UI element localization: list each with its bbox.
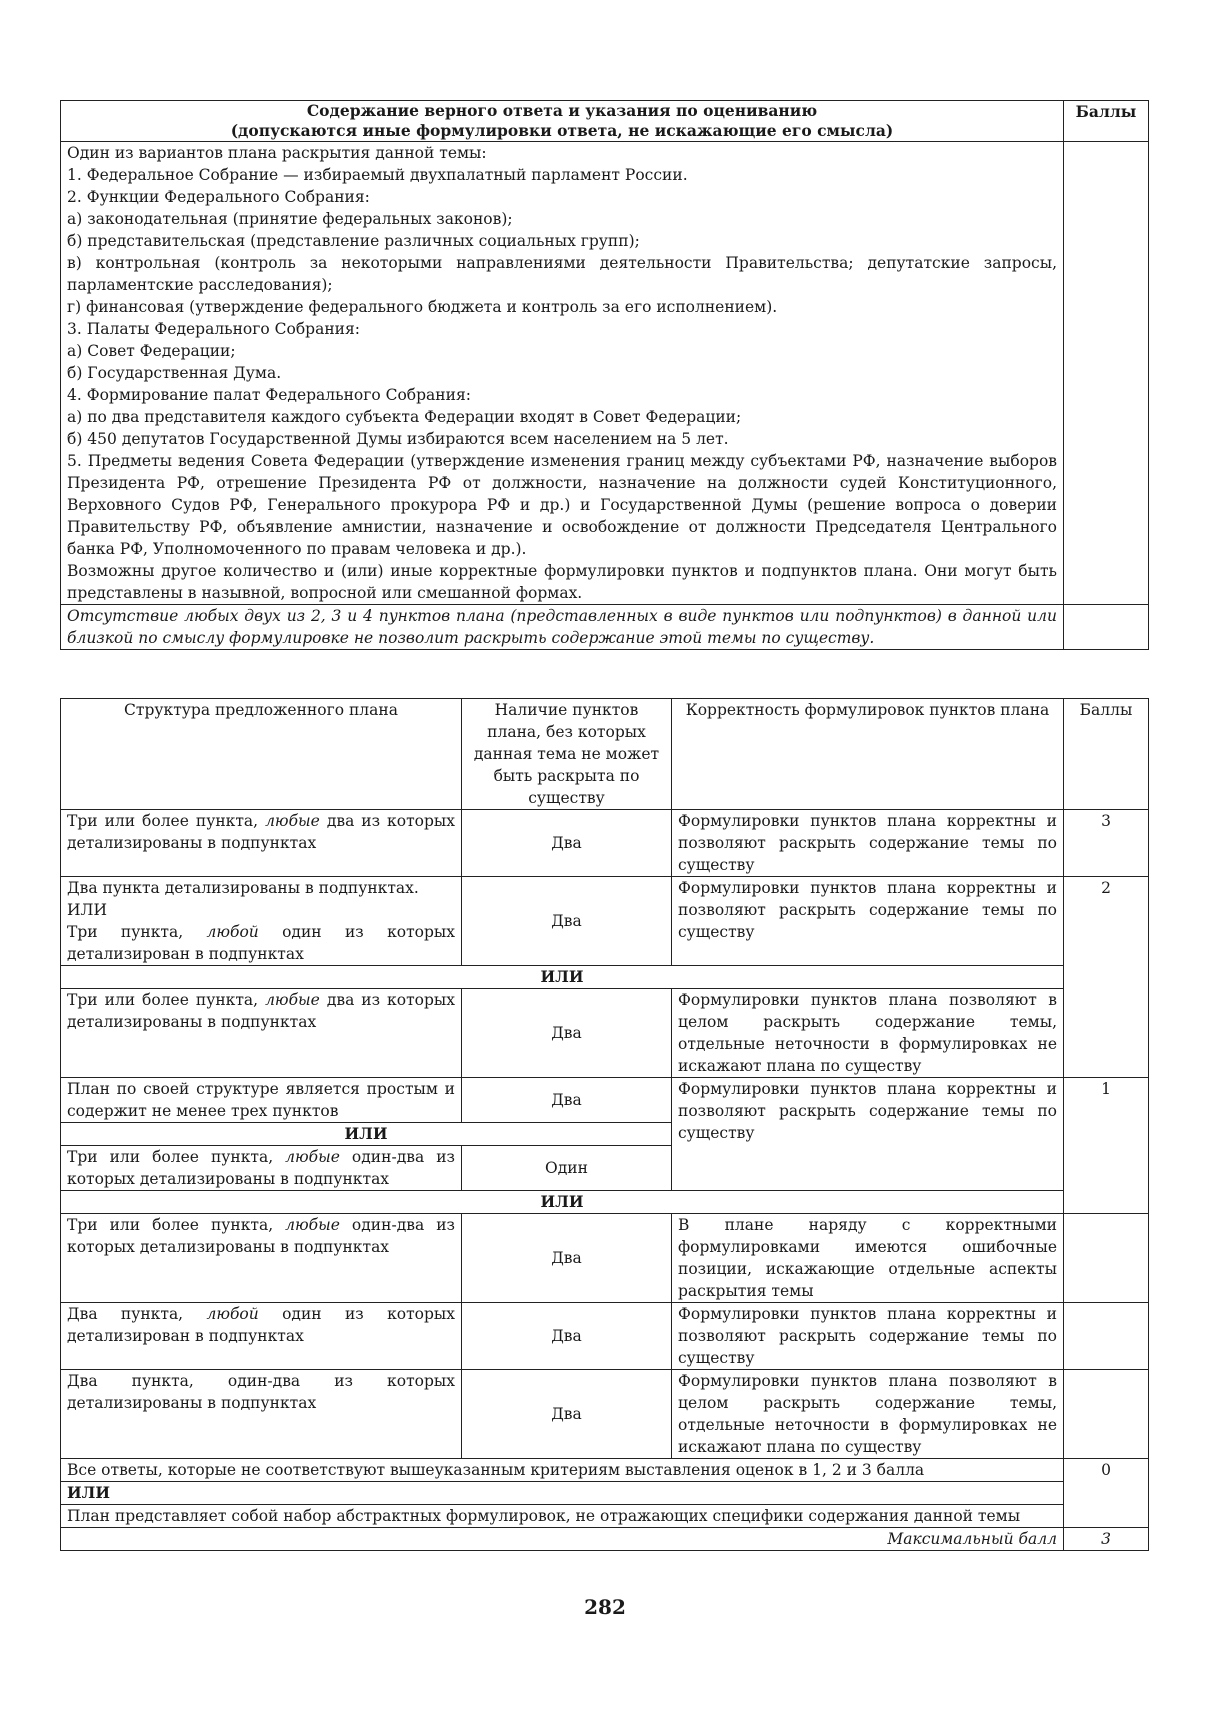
criteria-points: Два xyxy=(462,1370,672,1459)
criteria-structure: Три или более пункта, любые два из которых детализированы в подпунктах xyxy=(61,810,462,877)
answer-line: а) по два представителя каждого субъекта Федерации входят в Совет Федерации; xyxy=(67,408,742,426)
answer-line: б) Государственная Дума. xyxy=(67,364,282,382)
answer-line: 2. Функции Федерального Собрания: xyxy=(67,188,370,206)
answer-line: б) представительская (представление различных социальных групп); xyxy=(67,232,640,250)
score-cell-empty xyxy=(1064,605,1149,650)
answer-line: 5. Предметы ведения Совета Федерации (утверждение изменения границ между субъектами РФ, назначение выборов Президента РФ, отрешение Президента РФ от должности, назначение на должности судей Конституционного, Верховного Судов РФ, Генерального прокурора РФ и др.) и Государственной Думы (решение вопроса о доверии Правительству РФ, объявление амнистии, назначение и освобождение от должности Председателя Центрального банка РФ, Уполномоченного по правам человека и др.). xyxy=(67,452,1057,558)
criteria-score-empty xyxy=(1064,1303,1149,1370)
criteria-score-empty xyxy=(1064,1214,1149,1303)
criteria-structure: Три или более пункта, любые один-два из которых детализированы в подпунктах xyxy=(61,1146,462,1191)
answer-body xyxy=(61,142,1064,605)
criteria-points: Два xyxy=(462,810,672,877)
criteria-structure: Три или более пункта, любые два из которых детализированы в подпунктах xyxy=(61,989,462,1078)
or-separator: ИЛИ xyxy=(61,1191,1064,1214)
answer-note: Отсутствие любых двух из 2, 3 и 4 пунктов плана (представленных в виде пунктов или подпунктов) в данной или близкой по смыслу формулировке не позволит раскрыть содержание этой темы по существу. xyxy=(61,605,1064,650)
or-separator: ИЛИ xyxy=(61,1482,1064,1505)
criteria-score: 1 xyxy=(1064,1078,1149,1214)
criteria-correctness: Формулировки пунктов плана корректны и позволяют раскрыть содержание темы по существу xyxy=(672,1078,1064,1191)
max-score-label: Максимальный балл xyxy=(61,1528,1064,1551)
criteria-correctness: Формулировки пунктов плана корректны и позволяют раскрыть содержание темы по существу xyxy=(672,877,1064,966)
criteria-score: 0 xyxy=(1064,1459,1149,1528)
criteria-zero-text: План представляет собой набор абстрактных формулировок, не отражающих специфики содержания данной темы xyxy=(61,1505,1064,1528)
answer-header xyxy=(61,101,1064,142)
or-separator: ИЛИ xyxy=(61,966,1064,989)
answer-line: 4. Формирование палат Федерального Собрания: xyxy=(67,386,471,404)
header-points: Наличие пунктов плана, без которых данная тема не может быть раскрыта по существу xyxy=(462,699,672,810)
criteria-structure: План по своей структуре является простым и содержит не менее трех пунктов xyxy=(61,1078,462,1123)
criteria-correctness: Формулировки пунктов плана корректны и позволяют раскрыть содержание темы по существу xyxy=(672,1303,1064,1370)
or-separator: ИЛИ xyxy=(61,1123,672,1146)
score-cell-empty xyxy=(1064,142,1149,605)
criteria-points: Два xyxy=(462,1303,672,1370)
header-correctness: Корректность формулировок пунктов плана xyxy=(672,699,1064,810)
answer-line: в) контрольная (контроль за некоторыми направлениями деятельности Правительства; депутатские запросы, парламентские расследования); xyxy=(67,254,1057,294)
criteria-points: Два xyxy=(462,1078,672,1123)
answer-line: 1. Федеральное Собрание — избираемый двухпалатный парламент России. xyxy=(67,166,688,184)
answer-line: б) 450 депутатов Государственной Думы избираются всем населением на 5 лет. xyxy=(67,430,729,448)
header-structure: Структура предложенного плана xyxy=(61,699,462,810)
criteria-score: 2 xyxy=(1064,877,1149,1078)
criteria-table xyxy=(60,698,1149,1551)
criteria-structure: Два пункта, один-два из которых детализированы в подпунктах xyxy=(61,1370,462,1459)
criteria-points: Два xyxy=(462,1214,672,1303)
criteria-points: Два xyxy=(462,877,672,966)
answer-line: а) Совет Федерации; xyxy=(67,342,236,360)
criteria-zero-text: Все ответы, которые не соответствуют вышеуказанным критериям выставления оценок в 1, 2 и 3 балла xyxy=(61,1459,1064,1482)
criteria-structure: Два пункта детализированы в подпунктах. ИЛИ Три пункта, любой один из которых детализирован в подпунктах xyxy=(61,877,462,966)
answer-header-subtitle: (допускаются иные формулировки ответа, не искажающие его смысла) xyxy=(230,121,894,140)
header-score: Баллы xyxy=(1064,699,1149,810)
answer-line: Один из вариантов плана раскрытия данной темы: xyxy=(67,144,487,162)
criteria-structure: Два пункта, любой один из которых детализирован в подпунктах xyxy=(61,1303,462,1370)
criteria-points: Один xyxy=(462,1146,672,1191)
criteria-correctness: Формулировки пунктов плана позволяют в целом раскрыть содержание темы, отдельные неточности в формулировках не искажают плана по существу xyxy=(672,989,1064,1078)
answer-header-title: Содержание верного ответа и указания по оцениванию xyxy=(306,101,818,120)
score-header: Баллы xyxy=(1064,101,1149,142)
answer-line: 3. Палаты Федерального Собрания: xyxy=(67,320,360,338)
criteria-score-empty xyxy=(1064,1370,1149,1459)
criteria-correctness: В плане наряду с корректными формулировками имеются ошибочные позиции, искажающие отдельные аспекты раскрытия темы xyxy=(672,1214,1064,1303)
criteria-correctness: Формулировки пунктов плана корректны и позволяют раскрыть содержание темы по существу xyxy=(672,810,1064,877)
criteria-correctness: Формулировки пунктов плана позволяют в целом раскрыть содержание темы, отдельные неточности в формулировках не искажают плана по существу xyxy=(672,1370,1064,1459)
page-number: 282 xyxy=(584,1595,626,1619)
answer-content-table xyxy=(60,100,1149,650)
criteria-score: 3 xyxy=(1064,810,1149,877)
criteria-structure: Три или более пункта, любые один-два из которых детализированы в подпунктах xyxy=(61,1214,462,1303)
max-score-value: 3 xyxy=(1064,1528,1149,1551)
answer-line: г) финансовая (утверждение федерального бюджета и контроль за его исполнением). xyxy=(67,298,778,316)
answer-line: Возможны другое количество и (или) иные корректные формулировки пунктов и подпунктов плана. Они могут быть представлены в назывной, вопросной или смешанной формах. xyxy=(67,562,1057,602)
criteria-points: Два xyxy=(462,989,672,1078)
answer-line: а) законодательная (принятие федеральных законов); xyxy=(67,210,513,228)
